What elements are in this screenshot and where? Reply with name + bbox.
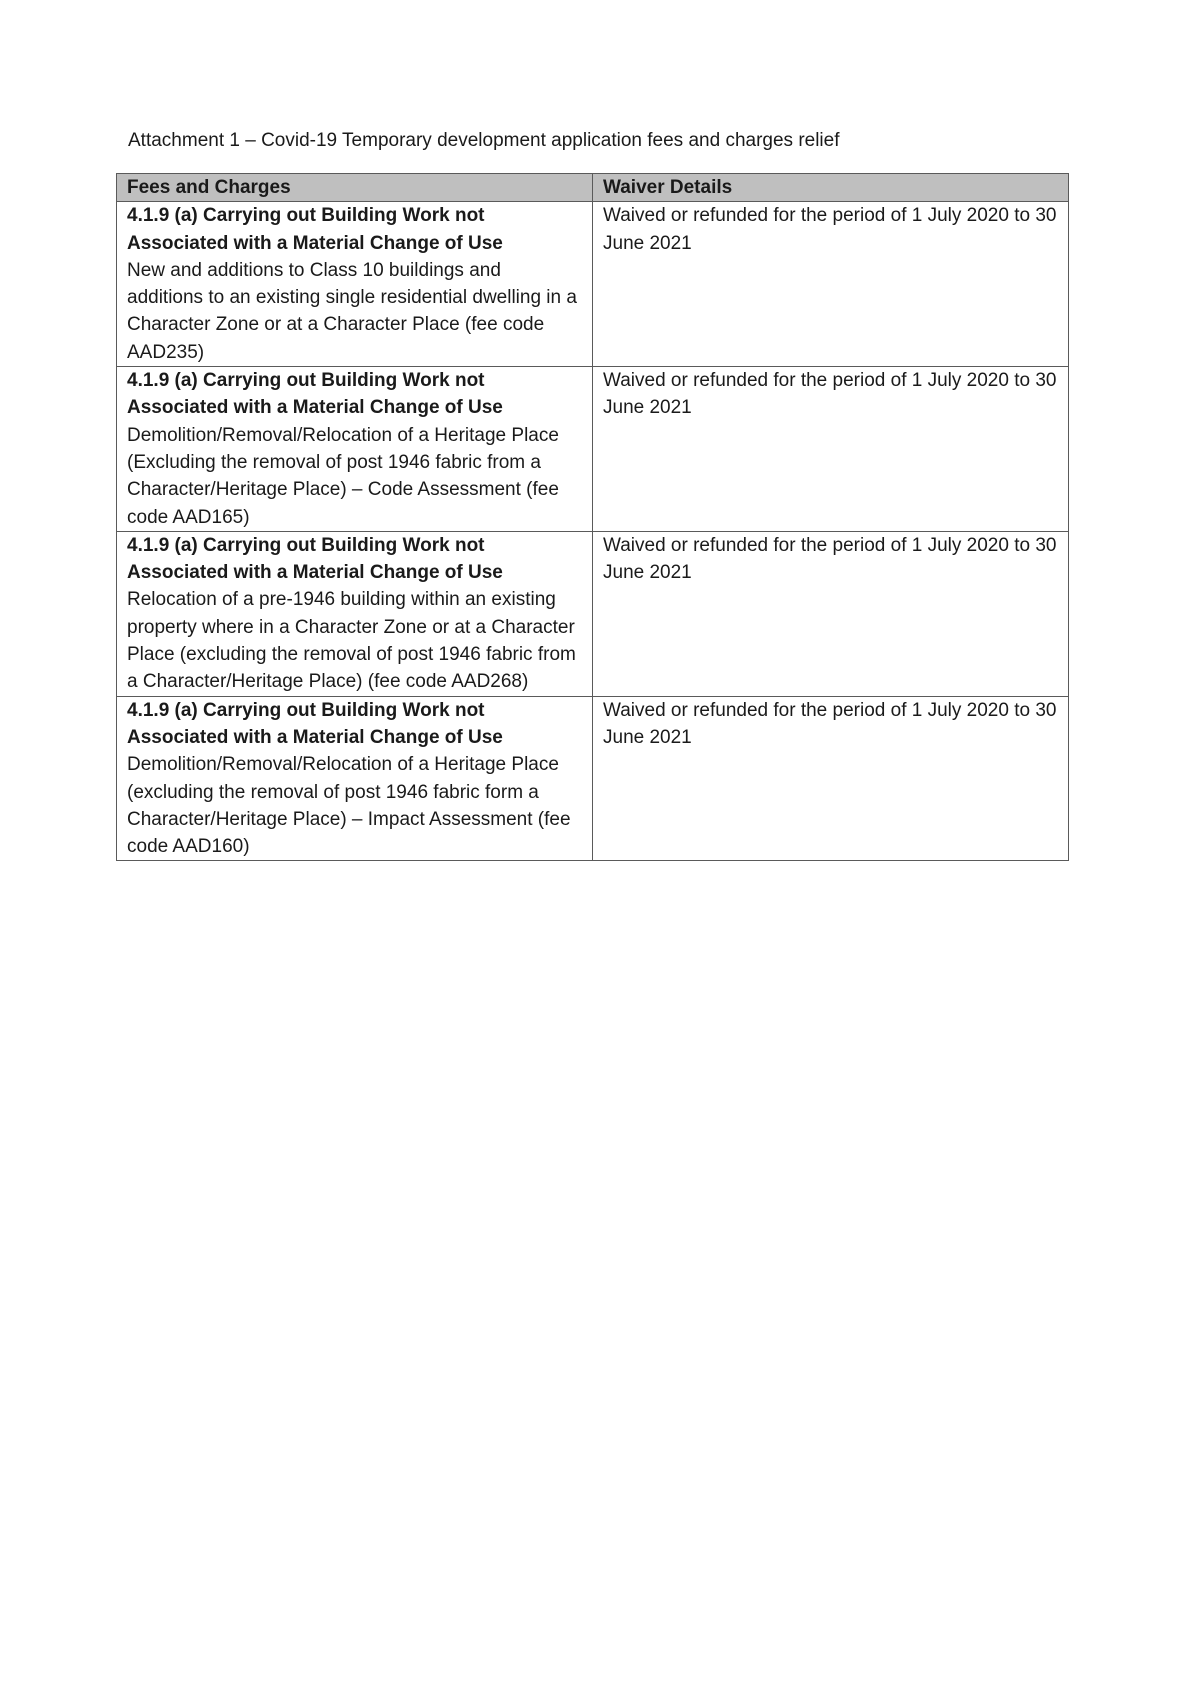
waiver-details: Waived or refunded for the period of 1 July 2020 to 30 June 2021 xyxy=(603,534,1057,584)
waiver-cell xyxy=(593,367,1069,532)
table-row xyxy=(117,367,1069,532)
fee-title: 4.1.9 (a) Carrying out Building Work not Associated with a Material Change of Use xyxy=(127,534,503,584)
fee-title: 4.1.9 (a) Carrying out Building Work not Associated with a Material Change of Use xyxy=(127,205,503,254)
header-waiver-details: Waiver Details xyxy=(593,174,1069,202)
waiver-details: Waived or refunded for the period of 1 July 2020 to 30 June 2021 xyxy=(603,699,1057,748)
fee-title: 4.1.9 (a) Carrying out Building Work not Associated with a Material Change of Use xyxy=(127,699,503,748)
document-title: Attachment 1 – Covid-19 Temporary development application fees and charges relief xyxy=(128,130,840,151)
header-fees-and-charges: Fees and Charges xyxy=(117,174,593,202)
table-row xyxy=(117,202,1069,367)
table-row xyxy=(117,696,1069,861)
table-header-row xyxy=(117,174,1069,202)
fee-title: 4.1.9 (a) Carrying out Building Work not Associated with a Material Change of Use xyxy=(127,370,503,419)
waiver-details: Waived or refunded for the period of 1 July 2020 to 30 June 2021 xyxy=(603,205,1057,254)
fee-cell xyxy=(117,696,593,861)
fee-cell xyxy=(117,531,593,696)
fee-cell xyxy=(117,202,593,367)
waiver-details: Waived or refunded for the period of 1 July 2020 to 30 June 2021 xyxy=(603,370,1057,419)
waiver-cell xyxy=(593,696,1069,861)
fee-description: Demolition/Removal/Relocation of a Heritage Place (Excluding the removal of post 1946 fabric from a Character/Heritage Place) – Code Assessment (fee code AAD165) xyxy=(127,424,559,528)
table-row xyxy=(117,531,1069,696)
waiver-cell xyxy=(593,202,1069,367)
fee-description: New and additions to Class 10 buildings and additions to an existing single residential dwelling in a Character Zone or at a Character Place (fee code AAD235) xyxy=(127,259,577,363)
waiver-cell xyxy=(593,531,1069,696)
fee-cell xyxy=(117,367,593,532)
fee-description: Relocation of a pre-1946 building within an existing property where in a Character Zone or at a Character Place (excluding the removal of post 1946 fabric from a Character/Heritage Place) (fee code AAD268) xyxy=(127,589,576,693)
fee-description: Demolition/Removal/Relocation of a Heritage Place (excluding the removal of post 1946 fabric form a Character/Heritage Place) – Impact Assessment (fee code AAD160) xyxy=(127,754,571,858)
fees-table xyxy=(116,173,1069,861)
